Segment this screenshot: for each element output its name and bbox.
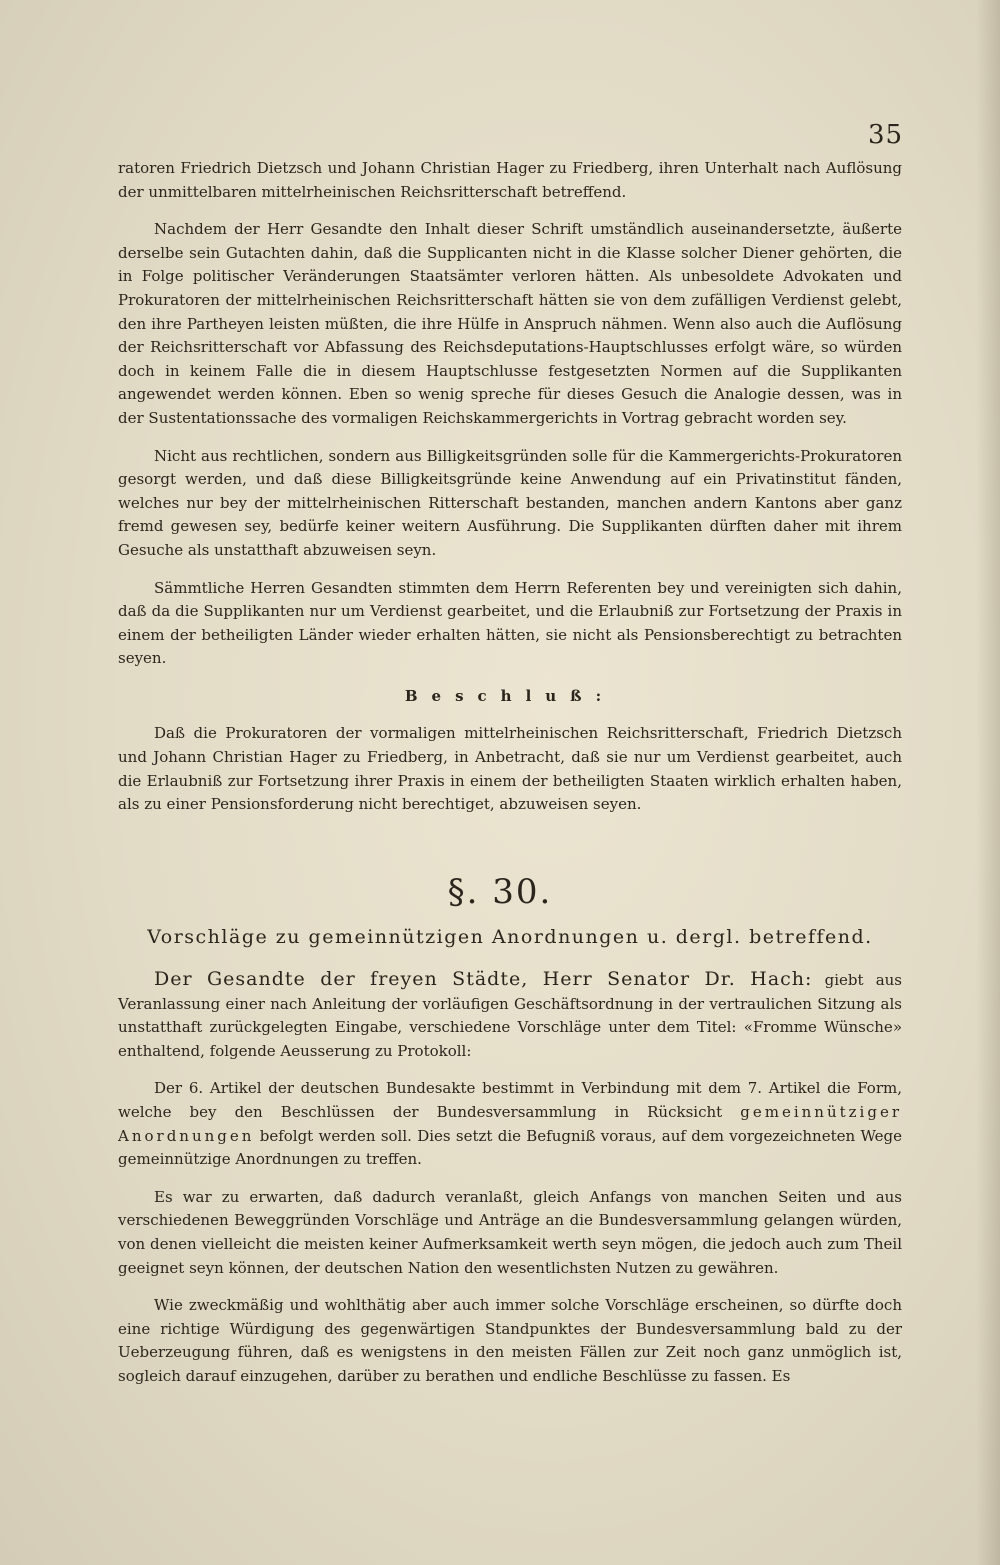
bundesakte-text-a: Der 6. Artikel der deutschen Bundesakte bestimmt in Verbindung mit dem 7. Artikel die Form, welche bey den Beschlüssen der Bundesversammlung in Rücksicht xyxy=(118,1079,902,1121)
bundesakte-emphasis: gemeinnütziger Anordnungen xyxy=(118,1102,902,1145)
decision-heading: Beschluß: xyxy=(404,686,616,705)
speaker-lead: Der Gesandte der freyen Städte, Herr Senator Dr. Hach: xyxy=(154,968,813,990)
upper-text-block xyxy=(118,157,902,817)
section-number: §. 30. xyxy=(447,872,553,912)
paragraph-abstimmung: Sämmtliche Herren Gesandten stimmten dem Herrn Referenten bey und vereinigten sich dahin, daß da die Supplikanten nur um Verdienst gearbeitet, und die Erlaubniß zur Fortsetzung der Praxis in einem der betheiligten Länder wieder erhalten hätten, sie nicht als Pensionsberechtigt zu betrachten seyen. xyxy=(118,578,902,668)
paragraph-bundesakte xyxy=(118,1077,902,1171)
paragraph-billigkeit: Nicht aus rechtlichen, sondern aus Billigkeitsgründen solle für die Kammergerichts-Prokuratoren gesorgt werden, und daß diese Billigkeitsgründe keine Anwendung auf ein Privatinstitut fänden, welches nur bey der mittelrheinischen Ritterschaft bestanden, manchen andern Kantons aber ganz fremd gewesen sey, bedürfe keiner weitern Ausführung. Die Supplikanten dürften daher mit ihrem Gesuche als unstatthaft abzuweisen seyn. xyxy=(118,446,902,559)
paragraph-gutachten: Nachdem der Herr Gesandte den Inhalt dieser Schrift umständlich auseinandersetzte, äußerte derselbe sein Gutachten dahin, daß die Supplicanten nicht in die Klasse solcher Diener gehörten, die in Folge politischer Veränderungen Staatsämter verloren hätten. Als unbesoldete Advokaten und Prokuratoren der mittelrheinischen Reichsritterschaft hätten sie von dem zufälligen Verdienst gelebt, den ihre Partheyen leisten müßten, die ihre Hülfe in Anspruch nähmen. Wenn also auch die Auflösung der Reichsritterschaft vor Abfassung des Reichsdeputations-Hauptschlusses erfolgt wäre, so würden doch in keinem Falle die in diesem Hauptschlusse festgesetzten Normen auf die Supplikanten angewendet werden können. Eben so wenig spreche für dieses Gesuch die Analogie dessen, was in der Sustentationssache des vormaligen Reichskammergerichts in Vortrag gebracht worden sey. xyxy=(118,220,902,427)
page-number: 35 xyxy=(868,120,904,150)
paragraph-gesandte-rest: giebt aus Veranlassung einer nach Anleitung der vorläufigen Geschäftsordnung in der vertraulichen Sitzung als unstatthaft zurückgelegten Eingabe, verschiedene Vorschläge unter dem Titel: «Fromme Wünsche» enthaltend, folgende Aeusserung zu Protokoll: xyxy=(118,971,902,1060)
page-edge-shadow xyxy=(976,0,1000,1565)
paragraph-beschluss: Daß die Prokuratoren der vormaligen mittelrheinischen Reichsritterschaft, Friedrich Dietzsch und Johann Christian Hager zu Friedberg, in Anbetracht, daß sie nur um Verdienst gearbeitet, auch die Erlaubniß zur Fortsetzung ihrer Praxis in einem der betheiligten Staaten wirklich erhalten haben, als zu einer Pensionsforderung nicht berechtiget, abzuweisen seyen. xyxy=(118,724,902,814)
paragraph-zweckmaessig: Wie zweckmäßig und wohlthätig aber auch immer solche Vorschläge erscheinen, so dürfte doch eine richtige Würdigung des gegenwärtigen Standpunktes der Bundesversammlung bald zu der Ueberzeugung führen, daß es wenigstens in den meisten Fällen zur Zeit noch ganz unmöglich ist, sogleich darauf einzugehen, darüber zu berathen und endliche Beschlüsse zu fassen. Es xyxy=(118,1296,902,1385)
paragraph-continuation: ratoren Friedrich Dietzsch und Johann Christian Hager zu Friedberg, ihren Unterhalt nach Auflösung der unmittelbaren mittelrheinischen Reichsritterschaft betreffend. xyxy=(118,159,902,201)
bundesakte-text-b: befolgt werden soll. Dies setzt die Befugniß voraus, auf dem vorgezeichneten Wege gemeinnützige Anordnungen zu treffen. xyxy=(118,1126,902,1169)
lower-text-block xyxy=(118,968,902,1389)
paragraph-gesandte xyxy=(118,968,902,1063)
section-title: Vorschläge zu gemeinnützigen Anordnungen u. dergl. betreffend. xyxy=(147,926,873,948)
paragraph-erwartung: Es war zu erwarten, daß dadurch veranlaßt, gleich Anfangs von manchen Seiten und aus verschiedenen Beweggründen Vorschläge und Anträge an die Bundesversammlung gelangen würden, von denen vielleicht die meisten keiner Aufmerksamkeit werth seyn mögen, die jedoch auch zum Theil geeignet seyn können, der deutschen Nation den wesentlichsten Nutzen zu gewähren. xyxy=(118,1187,902,1277)
